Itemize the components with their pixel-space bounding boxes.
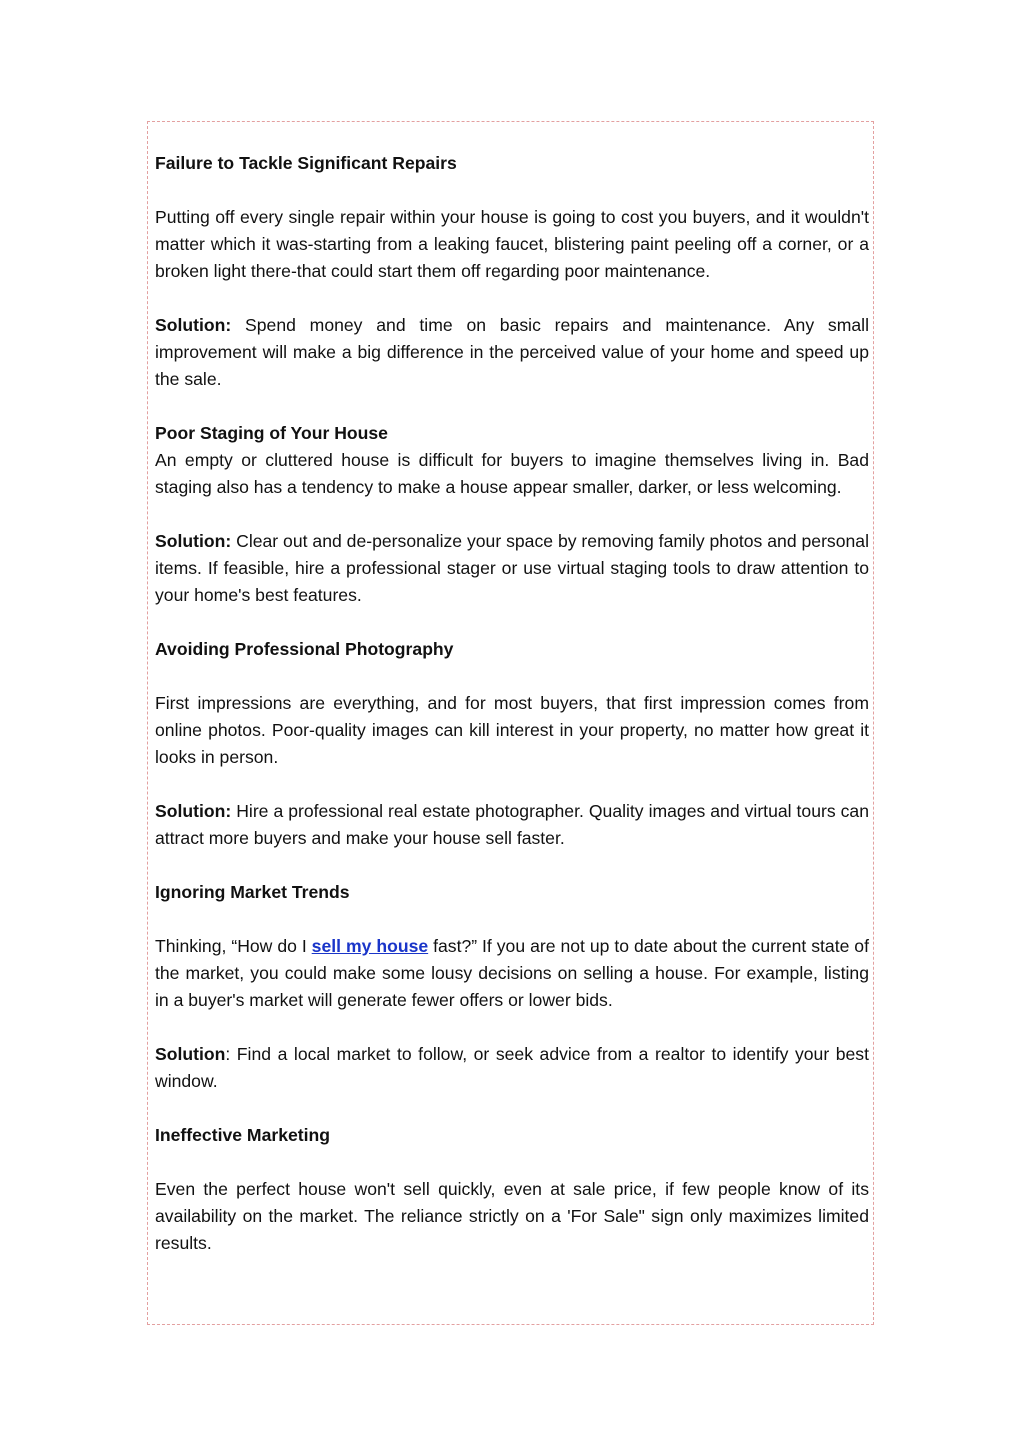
solution-label: Solution:: [155, 531, 232, 551]
document-content: [155, 150, 869, 1257]
body-text-before-link: Thinking, “How do I: [155, 936, 312, 956]
section-body-market-trends: [155, 933, 869, 1014]
solution-label: Solution: [155, 1044, 226, 1064]
section-heading-photography: Avoiding Professional Photography: [155, 639, 454, 659]
spacer: [155, 177, 869, 204]
spacer: [155, 1014, 869, 1041]
solution-text: Clear out and de-personalize your space by removing family photos and personal items. If feasible, hire a professional stager or use virtual staging tools to draw attention to your home's best features.: [155, 531, 869, 605]
solution-text: Spend money and time on basic repairs and maintenance. Any small improvement will make a big difference in the perceived value of your home and speed up the sale.: [155, 315, 869, 389]
section-heading-staging: Poor Staging of Your House: [155, 423, 388, 443]
spacer: [155, 285, 869, 312]
spacer: [155, 1095, 869, 1122]
solution-paragraph-staging: [155, 528, 869, 609]
spacer: [155, 393, 869, 420]
section-heading-repairs: Failure to Tackle Significant Repairs: [155, 153, 457, 173]
solution-paragraph-photography: [155, 798, 869, 852]
section-body-repairs: Putting off every single repair within your house is going to cost you buyers, and it wouldn't matter which it was-starting from a leaking faucet, blistering paint peeling off a corner, or a broken light there-that could start them off regarding poor maintenance.: [155, 207, 869, 281]
section-body-staging: An empty or cluttered house is difficult for buyers to imagine themselves living in. Bad staging also has a tendency to make a house appear smaller, darker, or less welcoming.: [155, 450, 869, 497]
spacer: [155, 771, 869, 798]
section-heading-market-trends: Ignoring Market Trends: [155, 882, 350, 902]
spacer: [155, 852, 869, 879]
body-text-after-link: fast?” If you are not up to date about the current state of the market, you could make some lousy decisions on selling a house. For example, listing in a buyer's market will generate fewer offers or lower bids.: [155, 936, 869, 1010]
section-body-marketing: Even the perfect house won't sell quickly, even at sale price, if few people know of its availability on the market. The reliance strictly on a 'For Sale" sign only maximizes limited results.: [155, 1179, 869, 1253]
spacer: [155, 1149, 869, 1176]
solution-paragraph-repairs: [155, 312, 869, 393]
solution-text: : Find a local market to follow, or seek advice from a realtor to identify your best window.: [155, 1044, 869, 1091]
solution-text: Hire a professional real estate photographer. Quality images and virtual tours can attract more buyers and make your house sell faster.: [155, 801, 869, 848]
solution-label: Solution:: [155, 315, 232, 335]
section-heading-marketing: Ineffective Marketing: [155, 1125, 331, 1145]
spacer: [155, 501, 869, 528]
spacer: [155, 609, 869, 636]
spacer: [155, 663, 869, 690]
sell-my-house-link[interactable]: sell my house: [311, 936, 429, 956]
solution-label: Solution:: [155, 801, 232, 821]
section-body-photography: First impressions are everything, and for most buyers, that first impression comes from online photos. Poor-quality images can kill interest in your property, no matter how great it looks in person.: [155, 693, 869, 767]
spacer: [155, 906, 869, 933]
solution-paragraph-market-trends: [155, 1041, 869, 1095]
